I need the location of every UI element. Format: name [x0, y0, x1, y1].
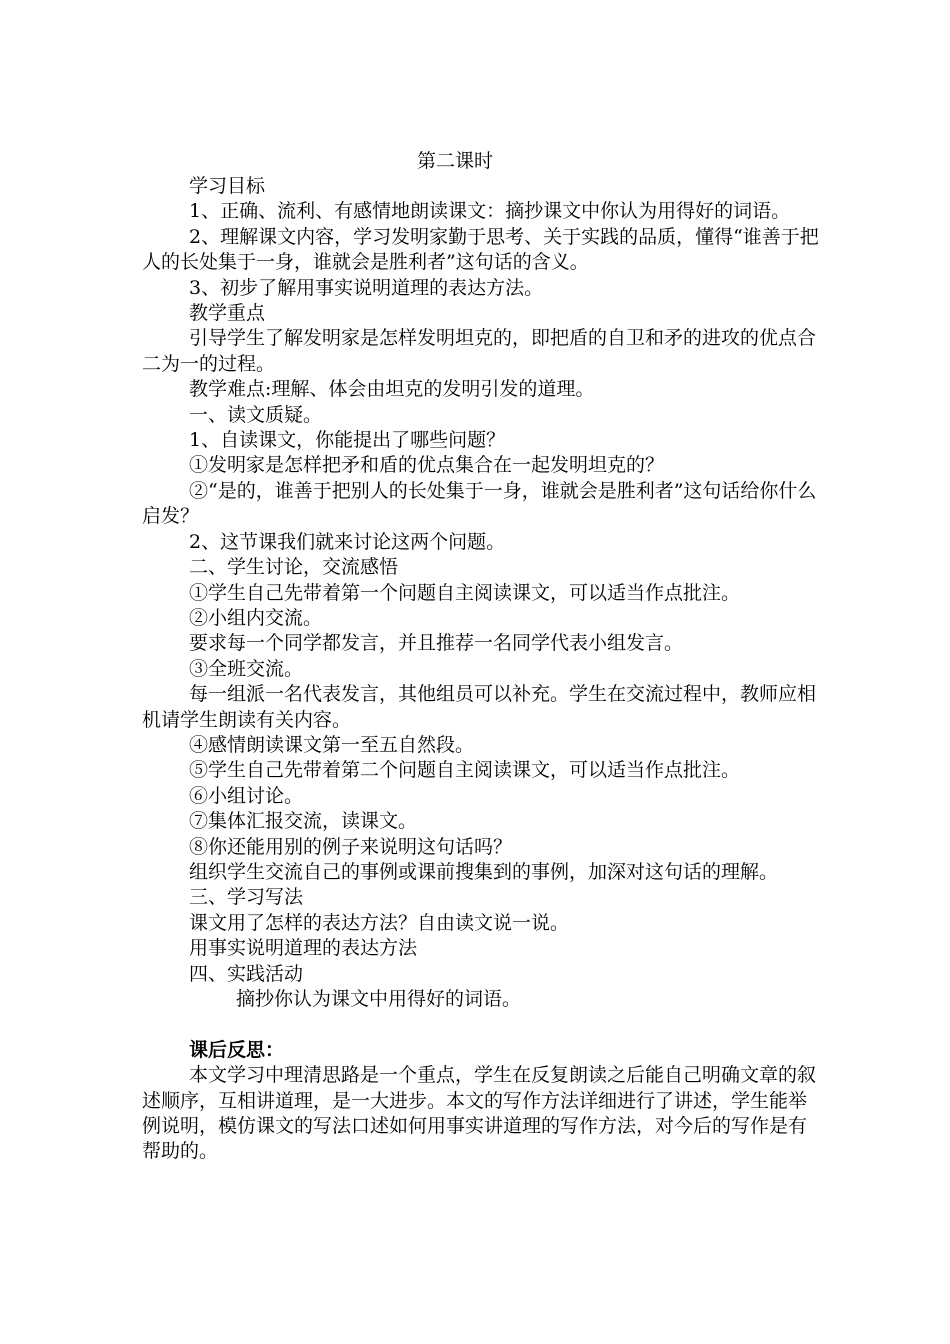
- step-2-item-3: ③全班交流。: [189, 657, 304, 680]
- key-point-text: 引导学生了解发明家是怎样发明坦克的，即把盾的自卫和矛的进攻的优点合二为一的过程。: [142, 327, 817, 375]
- step-2-item-5: ⑤学生自己先带着第二个问题自主阅读课文，可以适当作点批注。: [189, 759, 741, 782]
- step-3-heading: 三、学习写法: [189, 886, 304, 909]
- step-2-note-2: 每一组派一名代表发言，其他组员可以补充。学生在交流过程中，教师应相机请学生朗读有关内容。: [142, 683, 817, 731]
- step-2-item-8: ⑧你还能用别的例子来说明这句话吗？: [189, 835, 513, 858]
- section-heading-key-points: 教学重点: [189, 302, 266, 325]
- step-2-item-1: ①学生自己先带着第一个问题自主阅读课文，可以适当作点批注。: [189, 581, 741, 604]
- step-4-heading: 四、实践活动: [189, 962, 304, 985]
- objective-2: 2、理解课文内容，学习发明家勤于思考、关于实践的品质，懂得“谁善于把人的长处集于一身，谁就会是胜利者”这句话的含义。: [142, 225, 819, 274]
- reflection-heading: 课后反思：: [189, 1038, 285, 1061]
- step-1-item-2: 2、这节课我们就来讨论这两个问题。: [189, 530, 506, 553]
- objective-3: 3、初步了解用事实说明道理的表达方法。: [189, 276, 544, 299]
- step-2-heading: 二、学生讨论，交流感悟: [189, 556, 399, 579]
- page-title: 第二课时: [416, 150, 493, 172]
- section-heading-objectives: 学习目标: [189, 175, 266, 197]
- step-2-note-1: 要求每一个同学都发言，并且推荐一名同学代表小组发言。: [189, 632, 684, 655]
- reflection-text: 本文学习中理清思路是一个重点，学生在反复朗读之后能自己明确文章的叙述顺序，互相讲道理，是一大进步。本文的写作方法详细进行了讲述，学生能举例说明，模仿课文的写法口述如何用事实讲道理的写作方法，对今后的写作是有帮助的。: [142, 1064, 817, 1163]
- step-1-heading: 一、读文质疑。: [189, 403, 323, 426]
- step-2-item-6: ⑥小组讨论。: [189, 784, 304, 807]
- objective-1: 1、正确、流利、有感情地朗读课文：摘抄课文中你认为用得好的词语。: [189, 200, 791, 223]
- step-3-item-1: 课文用了怎样的表达方法？自由读文说一说。: [189, 911, 570, 934]
- step-3-item-2: 用事实说明道理的表达方法: [189, 937, 418, 960]
- step-1-item-1: 1、自读课文，你能提出了哪些问题？: [189, 429, 506, 452]
- difficult-point-text: 教学难点:理解、体会由坦克的发明引发的道理。: [189, 378, 595, 401]
- step-4-item: 摘抄你认为课文中用得好的词语。: [236, 988, 522, 1010]
- step-2-item-4: ④感情朗读课文第一至五自然段。: [189, 733, 475, 756]
- step-2-item-7: ⑦集体汇报交流，读课文。: [189, 810, 418, 833]
- step-2-item-2: ②小组内交流。: [189, 606, 323, 629]
- step-2-note-3: 组织学生交流自己的事例或课前搜集到的事例，加深对这句话的理解。: [189, 860, 779, 883]
- question-2: ②“是的，谁善于把别人的长处集于一身，谁就会是胜利者”这句话给你什么启发？: [142, 479, 817, 528]
- question-1: ①发明家是怎样把矛和盾的优点集合在一起发明坦克的？: [189, 454, 665, 477]
- blank-line: [142, 1012, 822, 1037]
- lesson-body: [142, 174, 822, 1165]
